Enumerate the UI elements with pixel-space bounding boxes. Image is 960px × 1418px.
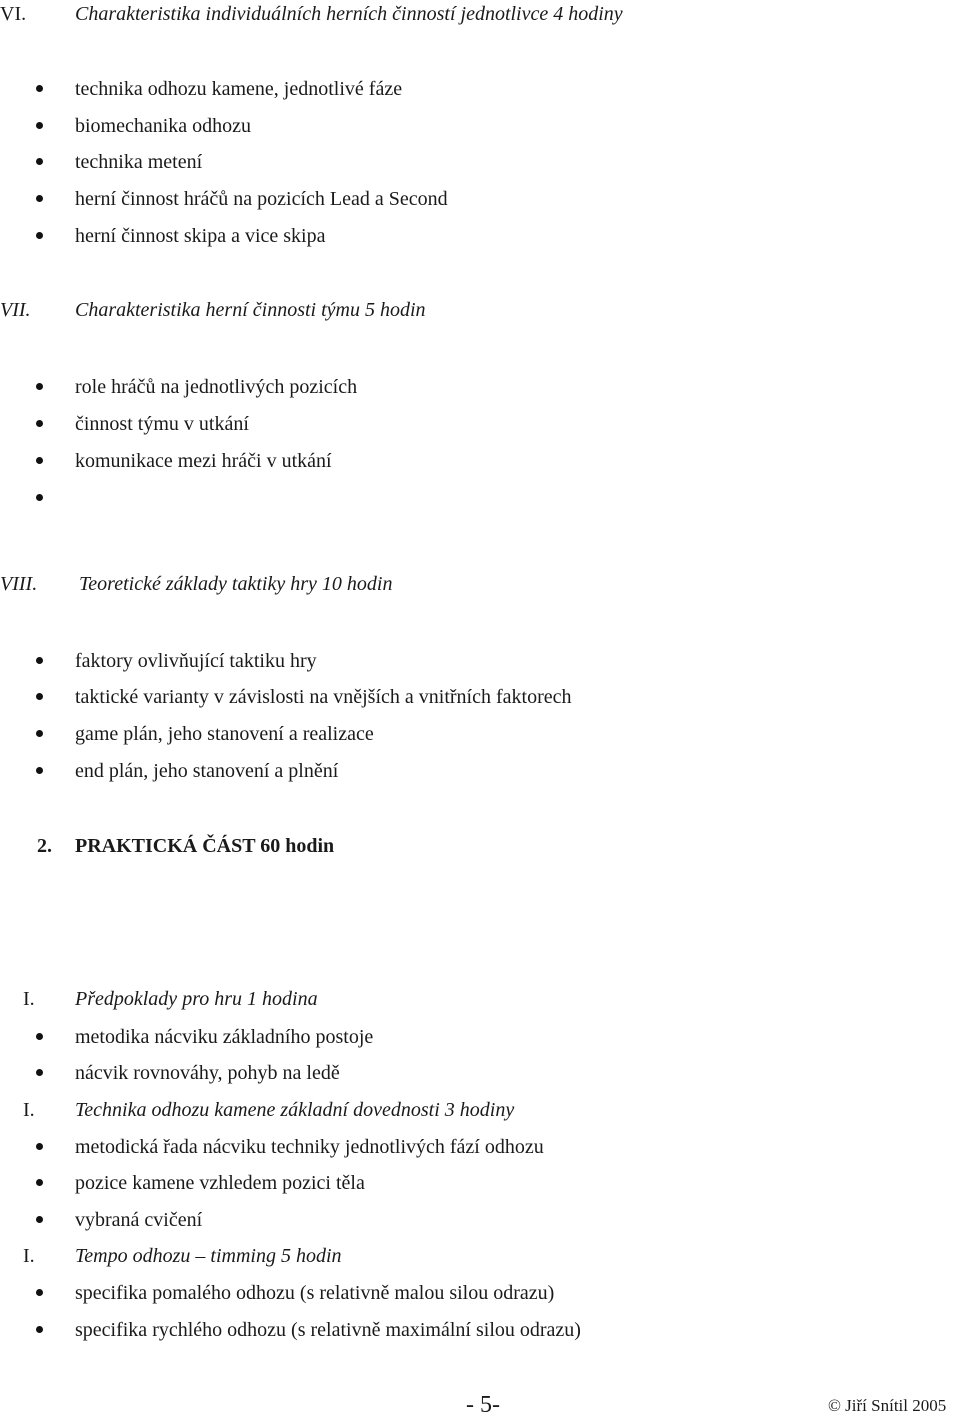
bullet-icon: [36, 1069, 43, 1076]
bullet-icon: [36, 85, 43, 92]
bullet-icon: [36, 195, 43, 202]
bullet-icon: [36, 1033, 43, 1040]
section-title: Charakteristika herní činnosti týmu 5 hodin: [75, 299, 426, 321]
section-number: I.: [23, 1245, 35, 1267]
bullet-icon: [36, 232, 43, 239]
section-number: I.: [23, 1099, 35, 1121]
section-title: Teoretické základy taktiky hry 10 hodin: [79, 573, 393, 595]
bullet-icon: [36, 1143, 43, 1150]
bullet-icon: [36, 1289, 43, 1296]
page-number: - 5-: [466, 1392, 500, 1418]
section-number: VIII.: [0, 573, 38, 595]
bullet-icon: [36, 767, 43, 774]
bullet-icon: [36, 420, 43, 427]
bullet-icon: [36, 158, 43, 165]
bullet-icon: [36, 1326, 43, 1333]
part-number: 2.: [37, 835, 52, 857]
bullet-icon: [36, 657, 43, 664]
bullet-icon: [36, 494, 43, 501]
section-title: Charakteristika individuálních herních činností jednotlivce 4 hodiny: [75, 3, 623, 25]
section-number: VII.: [0, 299, 31, 321]
section-number: VI.: [0, 3, 27, 25]
section-title: Tempo odhozu – timming 5 hodin: [75, 1245, 342, 1267]
section-title: Technika odhozu kamene základní dovednosti 3 hodiny: [75, 1099, 515, 1121]
bullet-icon: [36, 383, 43, 390]
bullet-icon: [36, 1216, 43, 1223]
section-number: I.: [23, 988, 35, 1010]
bullet-icon: [36, 730, 43, 737]
part-title: PRAKTICKÁ ČÁST 60 hodin: [75, 835, 335, 857]
bullet-icon: [36, 1179, 43, 1186]
section-title: Předpoklady pro hru 1 hodina: [75, 988, 318, 1010]
bullet-icon: [36, 457, 43, 464]
copyright-notice: © Jiří Snítil 2005: [828, 1396, 947, 1415]
bullet-icon: [36, 693, 43, 700]
bullet-icon: [36, 122, 43, 129]
